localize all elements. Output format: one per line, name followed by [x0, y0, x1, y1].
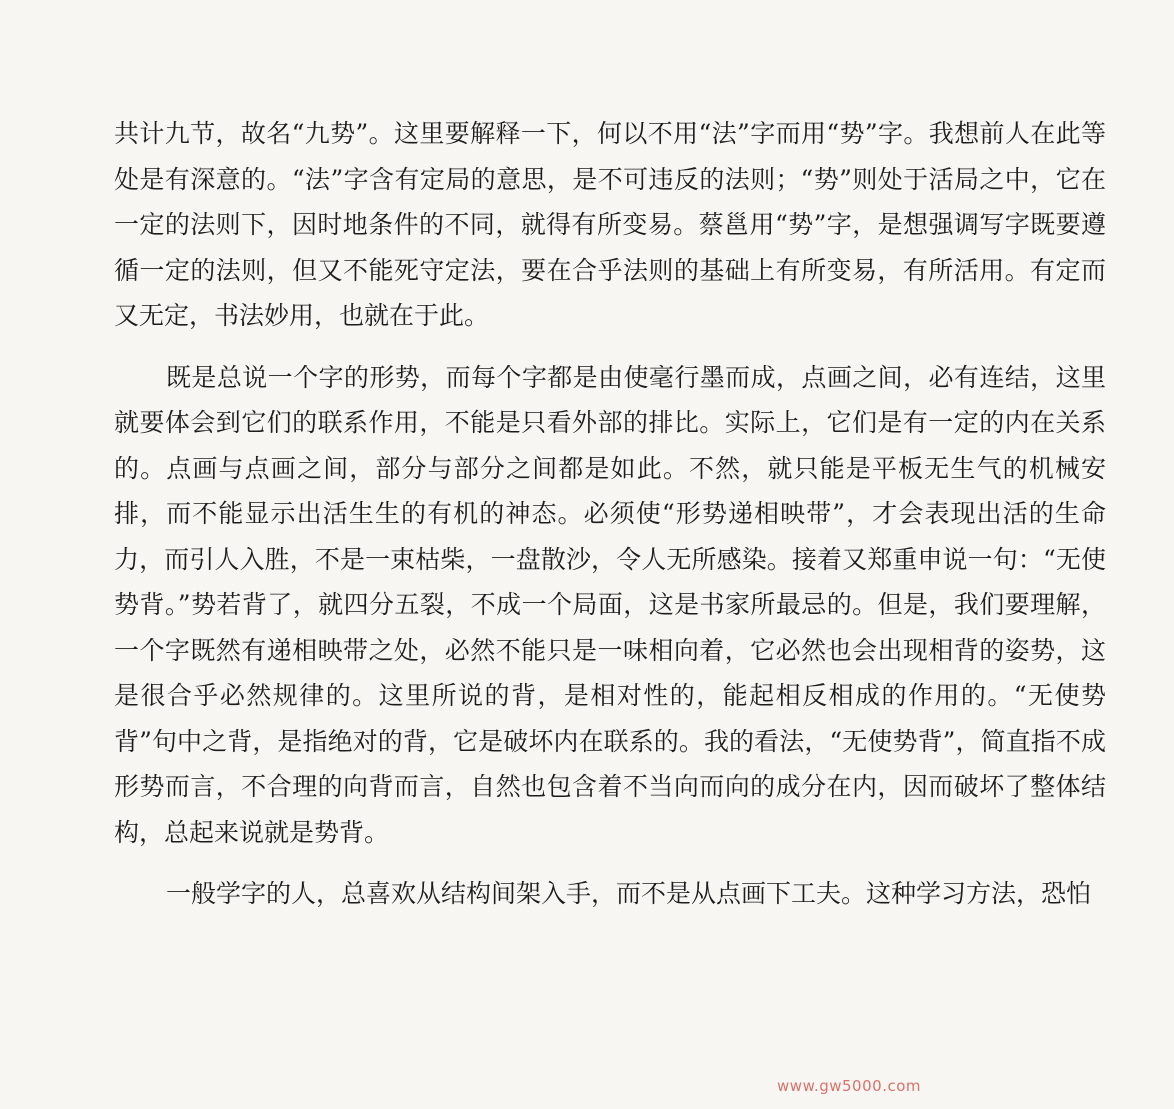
document-page	[114, 111, 1106, 917]
paragraph-2: 既是总说一个字的形势，而每个字都是由使毫行墨而成，点画之间，必有连结，这里就要体会到它们的联系作用，不能是只看外部的排比。实际上，它们是有一定的内在关系的。点画与点画之间，部分与部分之间都是如此。不然，就只能是平板无生气的机械安排，而不能显示出活生生的有机的神态。必须使“形势递相映带”，才会表现出活的生命力，而引人入胜，不是一束枯柴，一盘散沙，令人无所感染。接着又郑重申说一句：“无使势背。”势若背了，就四分五裂，不成一个局面，这是书家所最忌的。但是，我们要理解，一个字既然有递相映带之处，必然不能只是一味相向着，它必然也会出现相背的姿势，这是很合乎必然规律的。这里所说的背，是相对性的，能起相反相成的作用的。“无使势背”句中之背，是指绝对的背，它是破坏内在联系的。我的看法，“无使势背”，简直指不成形势而言，不合理的向背而言，自然也包含着不当向而向的成分在内，因而破坏了整体结构，总起来说就是势背。	[114, 362, 1106, 847]
paragraph-1: 共计九节，故名“九势”。这里要解释一下，何以不用“法”字而用“势”字。我想前人在此等处是有深意的。“法”字含有定局的意思，是不可违反的法则；“势”则处于活局之中，它在一定的法则下，因时地条件的不同，就得有所变易。蔡邕用“势”字，是想强调写字既要遵循一定的法则，但又不能死守定法，要在合乎法则的基础上有所变易，有所活用。有定而又无定，书法妙用，也就在于此。	[114, 119, 1106, 330]
website-watermark: www.gw5000.com	[777, 1077, 921, 1095]
paragraph-3: 一般学字的人，总喜欢从结构间架入手，而不是从点画下工夫。这种学习方法，恐怕	[166, 879, 1092, 908]
